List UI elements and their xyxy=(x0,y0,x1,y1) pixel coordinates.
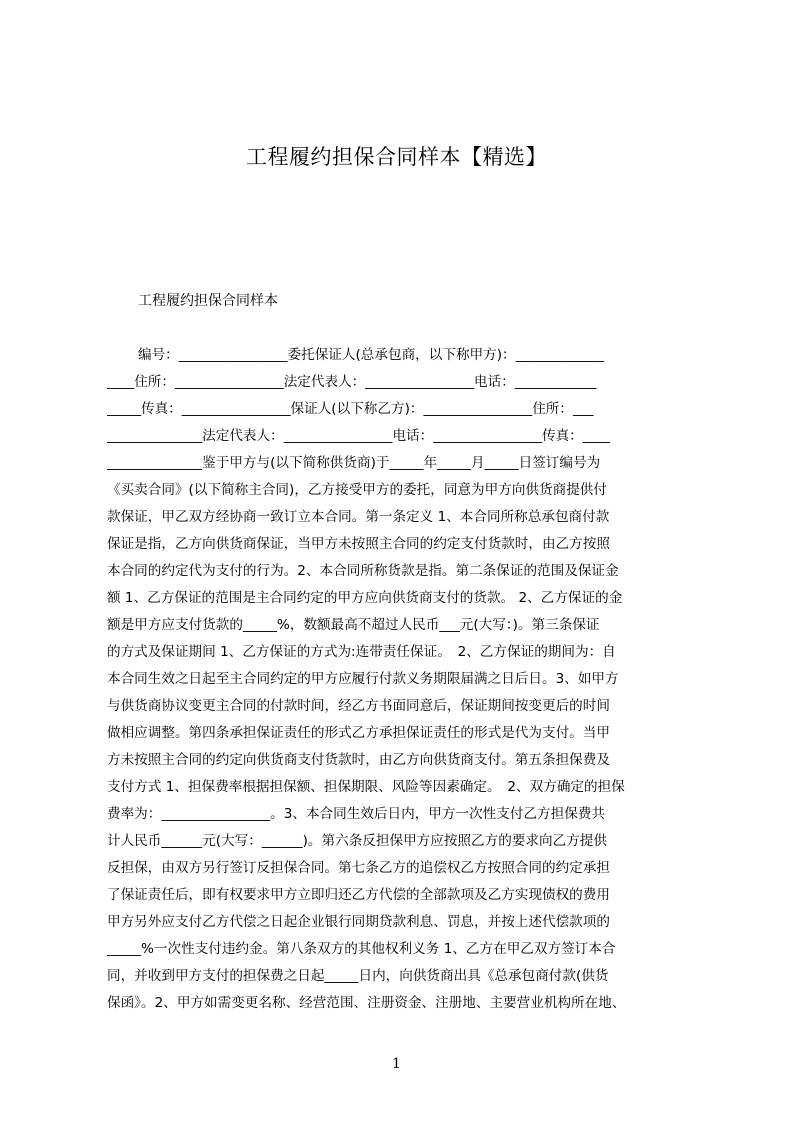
body-line: 本合同生效之日起至主合同约定的甲方应履行付款义务期限届满之日后日。3、如甲方 xyxy=(107,671,619,687)
body-line: 费率为：________________。3、本合同生效后日内，甲方一次性支付乙方担保费共 xyxy=(107,806,606,822)
body-line: 做相应调整。第四条承担保证责任的形式乙方承担保证责任的形式是代为支付。当甲 xyxy=(107,725,610,741)
body-line: 款保证，甲乙双方经协商一致订立本合同。第一条定义 1、本合同所称总承包商付款 xyxy=(107,509,610,525)
body-line: ____住所：________________法定代表人：________________电话：____________ xyxy=(107,374,597,390)
document-title: 工程履约担保合同样本【精选】 xyxy=(246,145,547,169)
body-line: _____传真：________________保证人(以下称乙方)：________________住所：___ xyxy=(107,401,594,417)
body-line: 支付方式 1、担保费率根据担保额、担保期限、风险等因素确定。 2、双方确定的担保 xyxy=(107,779,625,795)
body-line: 额 1、乙方保证的范围是主合同约定的甲方应向供货商支付的货款。 2、乙方保证的金 xyxy=(107,590,623,606)
body-line: 保函》。2、甲方如需变更名称、经营范围、注册资金、注册地、主要营业机构所在地、 xyxy=(107,995,626,1011)
body-line: 了保证责任后，即有权要求甲方立即归还乙方代偿的全部款项及乙方实现债权的费用 xyxy=(107,887,610,903)
body-line: ______________鉴于甲方与(以下简称供货商)于_____年_____月_____日签订编号为 xyxy=(107,455,601,471)
body-line: 编号：________________委托保证人(总承包商，以下称甲方)：_____________ xyxy=(138,347,604,363)
body-line: _____%一次性支付违约金。第八条双方的其他权利义务 1、乙方在甲乙双方签订本合 xyxy=(107,941,616,957)
body-line: 方未按照主合同的约定向供货商支付货款时，由乙方向供货商支付。第五条担保费及 xyxy=(107,752,610,768)
body-line: 的方式及保证期间 1、乙方保证的方式为:连带责任保证。 2、乙方保证的期间为：自 xyxy=(107,644,616,660)
body-line: ______________法定代表人：________________电话：________________传真：____ xyxy=(107,428,610,444)
body-line: 保证是指，乙方向供货商保证，当甲方未按照主合同的约定支付货款时，由乙方按照 xyxy=(107,536,610,552)
document-subtitle: 工程履约担保合同样本 xyxy=(138,293,278,309)
body-line: 额是甲方应支付货款的_____%，数额最高不超过人民币___元(大写：)。第三条保证 xyxy=(107,617,600,633)
body-line: 同，并收到甲方支付的担保费之日起_____日内，向供货商出具《总承包商付款(供货 xyxy=(107,968,609,984)
body-line: 本合同的约定代为支付的行为。2、本合同所称货款是指。第二条保证的范围及保证金 xyxy=(107,563,619,579)
body-line: 《买卖合同》(以下简称主合同)，乙方接受甲方的委托，同意为甲方向供货商提供付 xyxy=(107,482,607,498)
body-line: 甲方另外应支付乙方代偿之日起企业银行同期贷款利息、罚息，并按上述代偿款项的 xyxy=(107,914,610,930)
contract-body xyxy=(107,342,697,1014)
body-line: 反担保，由双方另行签订反担保合同。第七条乙方的追偿权乙方按照合同的约定承担 xyxy=(107,860,610,876)
body-line: 计人民币______元(大写：______)。第六条反担保甲方应按照乙方的要求向乙方提供 xyxy=(107,833,607,849)
body-line: 与供货商协议变更主合同的付款时间，经乙方书面同意后，保证期间按变更后的时间 xyxy=(107,698,610,714)
page-number: 1 xyxy=(392,1056,401,1072)
